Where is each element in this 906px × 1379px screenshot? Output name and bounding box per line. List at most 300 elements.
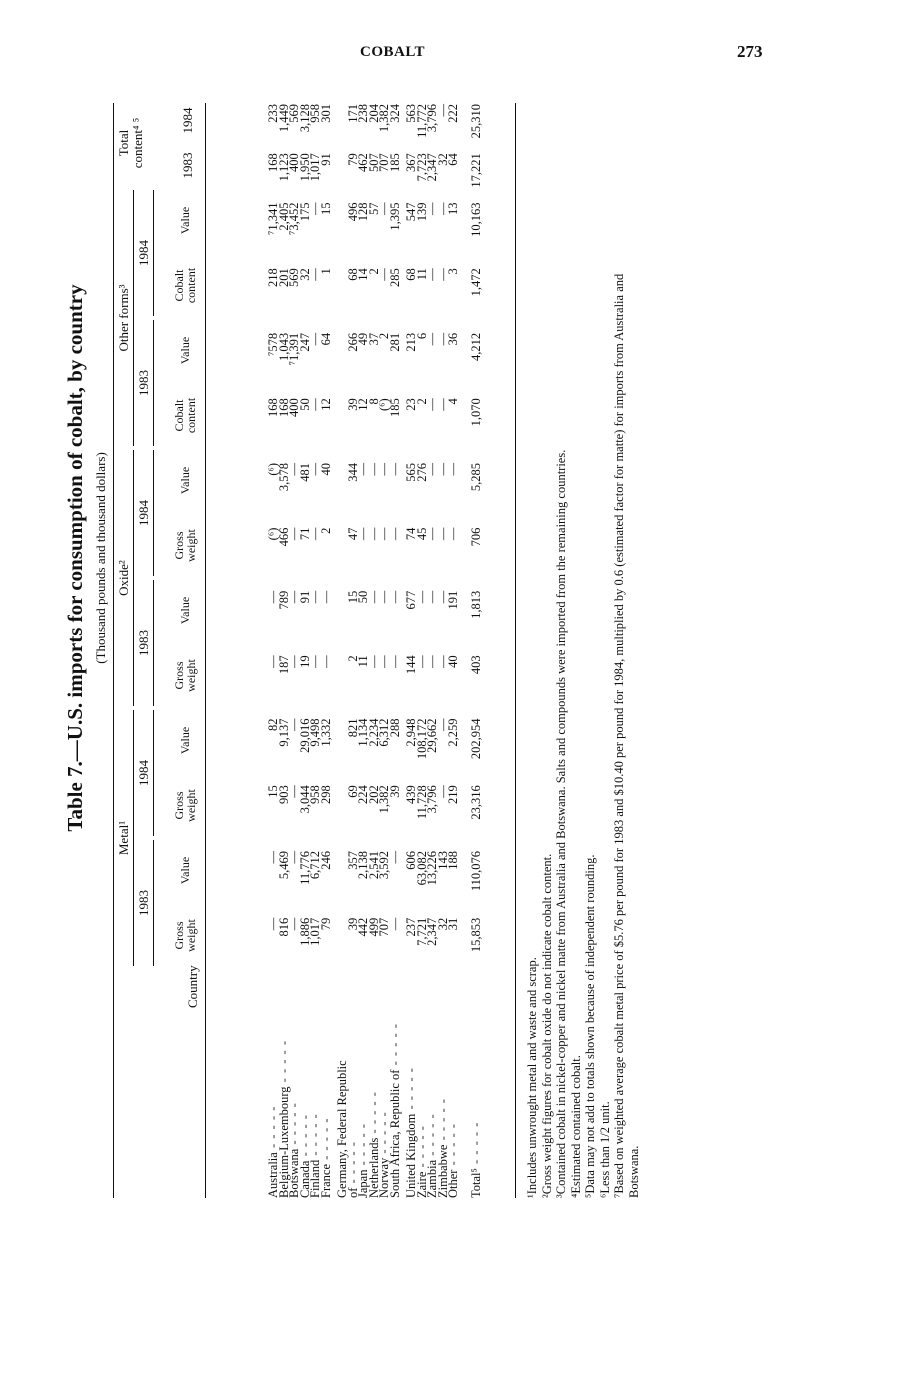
value-cell: 1 bbox=[318, 268, 333, 275]
country-label: Belgium-Luxembourg bbox=[276, 1086, 291, 1198]
oxide-83-gross-header: Gross weight bbox=[172, 659, 198, 692]
value-cell: 563 bbox=[404, 104, 418, 123]
value-cell: 10,163 bbox=[468, 202, 483, 237]
value-cell: — bbox=[425, 398, 439, 411]
country-label: Botswana bbox=[287, 1148, 301, 1198]
value-cell: 37 bbox=[366, 332, 381, 346]
value-cell: 357 bbox=[345, 850, 360, 870]
value-cell: 442 bbox=[356, 917, 370, 937]
value-cell: — bbox=[356, 462, 370, 476]
country-label: Norway bbox=[377, 1157, 391, 1198]
value-cell: 3 bbox=[446, 268, 460, 275]
value-cell: 11 bbox=[414, 268, 429, 281]
value-cell: 188 bbox=[446, 850, 460, 870]
value-cell: 6,712 bbox=[308, 850, 322, 880]
value-cell: 3,128 bbox=[297, 104, 312, 133]
value-cell: 2,541 bbox=[366, 850, 381, 880]
metal-group-header: Metal¹ bbox=[116, 820, 131, 856]
value-cell: 15,853 bbox=[468, 917, 483, 953]
value-cell: — bbox=[377, 655, 391, 668]
value-cell: 82 bbox=[266, 718, 280, 731]
value-cell: 175 bbox=[297, 202, 312, 222]
country-label: South Africa, Republic of bbox=[387, 1069, 402, 1198]
value-cell: — bbox=[377, 527, 391, 541]
value-cell: 63,082 bbox=[414, 850, 429, 886]
value-cell: 7,721 bbox=[414, 917, 429, 946]
oxide-84-value-header: Value bbox=[178, 466, 192, 495]
value-cell: 1,950 bbox=[297, 153, 312, 182]
value-cell: 32 bbox=[297, 268, 312, 281]
table-title: Table 7.—U.S. imports for consumption of cobalt, by country bbox=[63, 284, 87, 832]
other-forms-group-header: Other forms³ bbox=[116, 284, 131, 352]
value-cell: 1,123 bbox=[276, 153, 291, 182]
value-cell: — bbox=[377, 462, 391, 476]
country-label: Zaire bbox=[414, 1171, 429, 1198]
value-cell: 11,776 bbox=[297, 850, 312, 885]
value-cell: — bbox=[435, 462, 450, 476]
country-label: Other bbox=[446, 1169, 460, 1198]
value-cell: — bbox=[266, 655, 280, 668]
value-cell: (⁶) bbox=[377, 398, 391, 411]
value-cell: 23,316 bbox=[468, 785, 483, 820]
value-cell: 6,312 bbox=[377, 718, 391, 747]
value-cell: — bbox=[435, 718, 450, 731]
total-1983-header: 1983 bbox=[180, 152, 195, 179]
value-cell: 481 bbox=[297, 462, 312, 482]
value-cell: 168 bbox=[266, 398, 280, 418]
value-cell: 13 bbox=[446, 202, 460, 215]
value-cell: — bbox=[308, 655, 322, 668]
value-cell: 29,016 bbox=[297, 718, 312, 753]
value-cell: — bbox=[414, 590, 429, 604]
value-cell: 168 bbox=[266, 153, 280, 173]
value-cell: 507 bbox=[366, 153, 381, 173]
value-cell: 1,886 bbox=[297, 917, 312, 946]
leader-dots: - - - - - bbox=[377, 1111, 391, 1158]
value-cell: 40 bbox=[318, 462, 333, 476]
value-cell: 2 bbox=[377, 332, 391, 340]
value-cell: 13,226 bbox=[425, 850, 439, 886]
value-cell: — bbox=[308, 398, 322, 411]
value-cell: 2 bbox=[414, 398, 429, 405]
value-cell: — bbox=[425, 268, 439, 281]
value-cell: 64 bbox=[446, 153, 460, 166]
leader-dots: - - - - - bbox=[276, 1039, 291, 1087]
value-cell: 2,948 bbox=[404, 718, 418, 747]
value-cell: 39 bbox=[387, 785, 402, 798]
value-cell: 246 bbox=[318, 850, 333, 870]
value-cell: 36 bbox=[446, 332, 460, 346]
value-cell: 69 bbox=[345, 785, 360, 798]
value-cell: 213 bbox=[404, 332, 418, 352]
leader-dots: - - - - - bbox=[425, 1113, 439, 1160]
value-cell: (⁶) bbox=[266, 462, 280, 476]
value-cell: — bbox=[377, 268, 391, 281]
value-cell: — bbox=[425, 655, 439, 668]
leader-dots: - - - - - bbox=[435, 1098, 450, 1145]
value-cell: — bbox=[287, 785, 301, 798]
value-cell: — bbox=[308, 527, 322, 541]
value-cell: 903 bbox=[276, 785, 291, 804]
value-cell: 2,347 bbox=[425, 917, 439, 946]
metal-rule bbox=[133, 710, 134, 966]
value-cell: 707 bbox=[377, 917, 391, 937]
value-cell: — bbox=[287, 655, 301, 668]
leader-dots: - - - - - bbox=[446, 1123, 460, 1170]
value-cell: 15 bbox=[318, 202, 333, 215]
value-cell: 143 bbox=[435, 850, 450, 870]
value-cell: ⁷1,341 bbox=[266, 202, 280, 235]
value-cell: 1,382 bbox=[377, 104, 391, 133]
metal-84-value-header: Value bbox=[178, 726, 192, 755]
value-cell: — bbox=[425, 462, 439, 476]
year-rule bbox=[153, 320, 154, 446]
footnote: ¹Includes unwrought metal and waste and scrap. bbox=[525, 957, 539, 1198]
value-cell: 71 bbox=[297, 527, 312, 541]
value-cell: 1,395 bbox=[387, 202, 402, 231]
table-row bbox=[438, 98, 449, 1198]
value-cell: ⁷578 bbox=[266, 332, 280, 356]
value-cell: — bbox=[425, 332, 439, 346]
oxide-1984-header: 1984 bbox=[136, 500, 151, 526]
value-cell: 187 bbox=[276, 655, 291, 675]
value-cell: 91 bbox=[318, 153, 333, 166]
footnote: ⁷Based on weighted average cobalt metal price of $5.76 per pound for 1983 and $10.40 per pound for 1984, multiplied by 0.6 (estimated factor for matte) for imports from Australia and bbox=[612, 273, 626, 1198]
value-cell: — bbox=[387, 527, 402, 541]
year-rule bbox=[153, 450, 154, 576]
value-cell: 39 bbox=[345, 917, 360, 931]
value-cell: 12 bbox=[318, 398, 333, 411]
value-cell: 298 bbox=[318, 785, 333, 804]
value-cell: 2,234 bbox=[366, 718, 381, 747]
value-cell: 14 bbox=[356, 268, 370, 281]
value-cell: — bbox=[387, 462, 402, 476]
value-cell: 3,796 bbox=[425, 104, 439, 133]
top-rule bbox=[113, 103, 114, 1198]
value-cell: 3,796 bbox=[425, 785, 439, 814]
value-cell: 79 bbox=[345, 153, 360, 166]
table-row bbox=[321, 98, 332, 1198]
other-84-cobalt-header: Cobalt content bbox=[172, 267, 198, 304]
value-cell: 3,578 bbox=[276, 462, 291, 492]
value-cell: 17,221 bbox=[468, 153, 483, 188]
value-cell: 110,076 bbox=[468, 850, 483, 892]
table-row bbox=[337, 98, 348, 1198]
oxide-group-header: Oxide² bbox=[116, 560, 131, 596]
value-cell: 11,728 bbox=[414, 785, 429, 820]
value-cell: — bbox=[387, 590, 402, 604]
leader-dots: - - - - - bbox=[404, 1067, 418, 1114]
value-cell: — bbox=[435, 268, 450, 281]
value-cell: 191 bbox=[446, 590, 460, 610]
value-cell: 2 bbox=[318, 527, 333, 534]
value-cell: — bbox=[425, 202, 439, 215]
value-cell: 168 bbox=[276, 398, 291, 418]
value-cell: — bbox=[266, 850, 280, 864]
table-row bbox=[300, 98, 311, 1198]
value-cell: 19 bbox=[297, 655, 312, 668]
value-cell: 1,472 bbox=[468, 268, 483, 297]
value-cell: — bbox=[435, 398, 450, 411]
value-cell: 74 bbox=[404, 527, 418, 541]
value-cell: 25,310 bbox=[468, 104, 483, 139]
value-cell: 2 bbox=[366, 268, 381, 275]
value-cell: — bbox=[308, 202, 322, 215]
value-cell: 4 bbox=[446, 398, 460, 405]
value-cell: — bbox=[387, 655, 402, 668]
value-cell: — bbox=[366, 655, 381, 668]
value-cell: 108,172 bbox=[414, 718, 429, 760]
value-cell: 281 bbox=[387, 332, 402, 352]
oxide-83-value-header: Value bbox=[178, 596, 192, 625]
value-cell: — bbox=[308, 268, 322, 281]
value-cell: — bbox=[356, 527, 370, 541]
country-label: Finland bbox=[308, 1159, 322, 1198]
value-cell: 324 bbox=[387, 104, 402, 123]
country-label: Total⁵ bbox=[468, 1168, 483, 1198]
value-cell: 821 bbox=[345, 718, 360, 738]
table-row bbox=[289, 98, 300, 1198]
value-cell: — bbox=[287, 527, 301, 541]
leader-dots: - - - - - bbox=[366, 1091, 381, 1138]
total-content-header: Total content⁴ ⁵ bbox=[116, 117, 145, 169]
value-cell: 466 bbox=[276, 527, 291, 547]
value-cell: 247 bbox=[297, 332, 312, 352]
table-row bbox=[310, 98, 321, 1198]
country-label: Zambia bbox=[425, 1159, 439, 1198]
value-cell: — bbox=[446, 527, 460, 541]
value-cell: 11,772 bbox=[414, 104, 429, 138]
value-cell: 47 bbox=[345, 527, 360, 541]
country-label: Canada bbox=[297, 1160, 312, 1198]
value-cell: 40 bbox=[446, 655, 460, 668]
rotated-table-sheet: Table 7.—U.S. imports for consumption of cobalt, by country (Thousand pounds and thousand dollars) Country Metal¹ Oxide² Other forms³ Total content⁴ ⁵ 1983 1984 1983 1984 1983 1984 1983 1984 Gross weight Value Gross weight Value Gross weight Value Gross weight Value Cobalt content Value Cobalt content Value Australia - - - - - — — 15 82 — — (⁶) (⁶) 168 ⁷578 218 ⁷1,341 168 233 Belgium-Luxembourg - - - - - 816 5,469 903 9,137 187 789 466 3,578 168 1,043 201 2,405 1,123 1,449 Botswana - - - - - — — — — — — — — 400 ⁷1,391 569 ⁷3,452 400 569 Canada - - - - - 1,886 11,776 3,044 29,016 19 91 71 481 50 247 32 175 1,950 3,128 Finland - - - - - 1,017 6,712 958 9,498 — — — — — — — — 1,017 958 France - - - - - 79 246 298 1,332 — — 2 40 12 64 1 15 91 301 Germany, Federal Republic of - - - - - 39 357 69 821 2 15 47 344 39 266 68 496 79 171 Japan - - - - - 442 2,138 224 1,134 11 50 — — 12 49 14 128 462 238 Netherlands - - - - - 499 2,541 202 2,234 — — — — 8 37 2 57 507 204 Norway - - - - - 707 3,592 1,382 6,312 — — — — (⁶) 2 — — 707 1,382 South Africa, Republic of - - - - - — — 39 288 — — — — 185 281 285 1,395 185 324 United Kingdom - - - - - 237 606 439 2,948 144 677 74 565 23 213 68 547 367 563 Zaire - - - - - 7,721 63,082 11,728 108,172 — — 45 276 2 6 11 139 7,723 11,772 Zambia - - - - - 2,347 13,226 3,796 29,662 — — — — — — — — 2,347 3,796 Zimbabwe - - - - - 32 143 — — — — — — — — — — 32 — Other - - - - - 31 188 219 2,259 40 191 — — 4 36 3 13 64 222 Total⁵ - - - - - 15,853 110,076 23,316 202,954 403 1,813 706 5,285 1,070 4,212 1,472 10,163 17,221 25,310 ¹Includes unwrought metal and waste and scrap. ²Gross weight figures for cobalt oxide do not indicate cobalt content. ³Contained cobalt in nickel-copper and nickel matte from Australia and Botswana. Salts and compounds were imported from the remaining countries. ⁴Estimated contained cobalt. ⁵Data may not add to totals shown because of independent rounding. ⁶Less than 1/2 unit. ⁷Based on weighted average cobalt metal price of $5.76 per pound for 1983 and $10.40 per pound for 1984, multiplied by 0.6 (estimated factor for matte) for imports from Australia and Botswana. bbox=[63, 98, 563, 1198]
value-cell: — bbox=[446, 462, 460, 476]
value-cell: — bbox=[287, 590, 301, 604]
value-cell: 23 bbox=[404, 398, 418, 411]
value-cell: 50 bbox=[356, 590, 370, 604]
oxide-1983-header: 1983 bbox=[136, 630, 151, 656]
metal-84-gross-header: Gross weight bbox=[172, 789, 198, 822]
country-cell bbox=[387, 977, 402, 1198]
value-cell: 1,449 bbox=[276, 104, 291, 133]
value-cell: 31 bbox=[446, 917, 460, 931]
total-1984-header: 1984 bbox=[180, 107, 195, 134]
value-cell: — bbox=[308, 462, 322, 476]
metal-83-gross-header: Gross weight bbox=[172, 919, 198, 952]
value-cell: 400 bbox=[287, 398, 301, 418]
value-cell: 439 bbox=[404, 785, 418, 804]
value-cell: — bbox=[287, 850, 301, 864]
year-rule bbox=[153, 580, 154, 706]
value-cell: 29,662 bbox=[425, 718, 439, 753]
value-cell: 344 bbox=[345, 462, 360, 482]
table-row bbox=[358, 98, 369, 1198]
year-rule bbox=[153, 710, 154, 836]
footnote: ⁶Less than 1/2 unit. bbox=[597, 1101, 612, 1198]
other-83-cobalt-header: Cobalt content bbox=[172, 397, 198, 434]
value-cell: — bbox=[308, 332, 322, 346]
leader-dots: - - - - - bbox=[308, 1113, 322, 1160]
value-cell: — bbox=[435, 590, 450, 604]
leader-dots: - - - - - bbox=[414, 1125, 429, 1172]
value-cell: 144 bbox=[404, 655, 418, 675]
value-cell: 4,212 bbox=[468, 332, 483, 361]
value-cell: 285 bbox=[387, 268, 402, 287]
leader-dots: - - - - - bbox=[266, 1105, 280, 1153]
value-cell: (⁶) bbox=[266, 527, 280, 541]
value-cell: 202 bbox=[366, 785, 381, 804]
value-cell: — bbox=[425, 590, 439, 604]
value-cell: — bbox=[266, 917, 280, 931]
table-row bbox=[448, 98, 459, 1198]
value-cell: 6 bbox=[414, 332, 429, 340]
value-cell: 1,017 bbox=[308, 153, 322, 182]
value-cell: — bbox=[366, 590, 381, 604]
value-cell: — bbox=[425, 527, 439, 541]
value-cell: 1,332 bbox=[318, 718, 333, 747]
country-cell bbox=[448, 977, 459, 1198]
value-cell: 237 bbox=[404, 917, 418, 937]
table-subtitle: (Thousand pounds and thousand dollars) bbox=[93, 452, 108, 664]
value-cell: — bbox=[266, 590, 280, 604]
value-cell: 789 bbox=[276, 590, 291, 610]
value-cell: — bbox=[287, 462, 301, 476]
value-cell: — bbox=[308, 590, 322, 604]
country-label: of bbox=[345, 1187, 360, 1198]
value-cell: — bbox=[414, 655, 429, 668]
footnotes bbox=[525, 98, 641, 1198]
value-cell: 91 bbox=[297, 590, 312, 604]
table-row bbox=[268, 98, 279, 1198]
value-cell: 9,498 bbox=[308, 718, 322, 747]
value-cell: 1,017 bbox=[308, 917, 322, 946]
value-cell: 218 bbox=[266, 268, 280, 287]
value-cell: 367 bbox=[404, 153, 418, 173]
value-cell: 12 bbox=[356, 398, 370, 411]
value-cell: 185 bbox=[387, 153, 402, 173]
leader-dots: - - - - - bbox=[297, 1114, 312, 1161]
country-cell bbox=[318, 977, 333, 1198]
value-cell: 1,134 bbox=[356, 718, 370, 747]
value-cell: — bbox=[435, 655, 450, 668]
value-cell: — bbox=[318, 590, 333, 604]
footnote: ²Gross weight figures for cobalt oxide do not indicate cobalt content. bbox=[539, 853, 554, 1198]
value-cell: 9,137 bbox=[276, 718, 291, 747]
other-1983-header: 1983 bbox=[136, 370, 151, 396]
metal-1984-header: 1984 bbox=[136, 760, 151, 786]
other-83-value-header: Value bbox=[178, 336, 192, 365]
value-cell: — bbox=[435, 527, 450, 541]
value-cell: — bbox=[435, 202, 450, 215]
value-cell: 1,043 bbox=[276, 332, 291, 361]
value-cell: 288 bbox=[387, 718, 402, 738]
leader-dots: - - - - - bbox=[387, 1023, 402, 1070]
value-cell: 1,070 bbox=[468, 398, 483, 427]
year-rule bbox=[153, 190, 154, 316]
value-cell: 79 bbox=[318, 917, 333, 931]
value-cell: 57 bbox=[366, 202, 381, 215]
country-label: Zimbabwe bbox=[435, 1144, 450, 1198]
country-label: Germany, Federal Republic bbox=[335, 1060, 349, 1198]
value-cell: — bbox=[377, 590, 391, 604]
leader-dots: - - - - - bbox=[356, 1123, 370, 1170]
value-cell: ⁷1,391 bbox=[287, 332, 301, 366]
value-cell: 201 bbox=[276, 268, 291, 287]
country-label: France bbox=[318, 1163, 333, 1198]
value-cell: 2 bbox=[345, 655, 360, 662]
value-cell: 496 bbox=[345, 202, 360, 222]
country-cell bbox=[468, 977, 483, 1198]
value-cell: 400 bbox=[287, 153, 301, 173]
value-cell: 185 bbox=[387, 398, 402, 418]
value-cell: — bbox=[366, 462, 381, 476]
value-cell: 606 bbox=[404, 850, 418, 870]
value-cell: 64 bbox=[318, 332, 333, 346]
leader-dots: - - - - - bbox=[468, 1121, 483, 1169]
value-cell: — bbox=[287, 718, 301, 731]
value-cell: 958 bbox=[308, 785, 322, 804]
oxide-84-gross-header: Gross weight bbox=[172, 529, 198, 562]
value-cell: 15 bbox=[266, 785, 280, 798]
imports-table bbox=[268, 98, 481, 1198]
value-cell: — bbox=[366, 527, 381, 541]
value-cell: — bbox=[435, 332, 450, 346]
other-1984-header: 1984 bbox=[136, 240, 151, 266]
value-cell: 128 bbox=[356, 202, 370, 222]
value-cell: 238 bbox=[356, 104, 370, 123]
value-cell: 547 bbox=[404, 202, 418, 222]
value-cell: — bbox=[435, 104, 450, 117]
table-row bbox=[279, 98, 290, 1198]
country-label: Australia bbox=[266, 1152, 280, 1198]
header-bottom-rule bbox=[205, 103, 206, 1198]
value-cell: 3,044 bbox=[297, 785, 312, 814]
value-cell: 276 bbox=[414, 462, 429, 482]
value-cell: 224 bbox=[356, 785, 370, 804]
table-row bbox=[390, 98, 401, 1198]
value-cell: — bbox=[318, 655, 333, 668]
footnote: ⁵Data may not add to totals shown because of independent rounding. bbox=[583, 854, 597, 1198]
country-label: Japan bbox=[356, 1169, 370, 1198]
value-cell: 403 bbox=[468, 655, 483, 675]
value-cell: 49 bbox=[356, 332, 370, 346]
other-84-value-header: Value bbox=[178, 206, 192, 235]
oxide-rule bbox=[133, 450, 134, 706]
value-cell: 7,723 bbox=[414, 153, 429, 182]
value-cell: 233 bbox=[266, 104, 280, 123]
value-cell: 2,138 bbox=[356, 850, 370, 880]
value-cell: 68 bbox=[404, 268, 418, 281]
value-cell: 1,382 bbox=[377, 785, 391, 814]
value-cell: 569 bbox=[287, 104, 301, 123]
country-label: Netherlands bbox=[366, 1137, 381, 1198]
leader-dots: - - - - - bbox=[345, 1141, 360, 1188]
value-cell: 32 bbox=[435, 917, 450, 931]
table-row bbox=[427, 98, 438, 1198]
leader-dots: - - - - - bbox=[318, 1117, 333, 1164]
value-cell: 266 bbox=[345, 332, 360, 352]
value-cell: 569 bbox=[287, 268, 301, 287]
country-label: United Kingdom bbox=[404, 1113, 418, 1198]
table-row bbox=[369, 98, 380, 1198]
value-cell: 5,285 bbox=[468, 462, 483, 492]
value-cell: 462 bbox=[356, 153, 370, 173]
page-section-title: COBALT bbox=[360, 44, 425, 60]
footnote: ³Contained cobalt in nickel-copper and nickel matte from Australia and Botswana. Salts and compounds were imported from the remaining countries. bbox=[554, 449, 568, 1198]
table-bottom-rule bbox=[515, 103, 516, 1198]
value-cell: — bbox=[287, 917, 301, 931]
